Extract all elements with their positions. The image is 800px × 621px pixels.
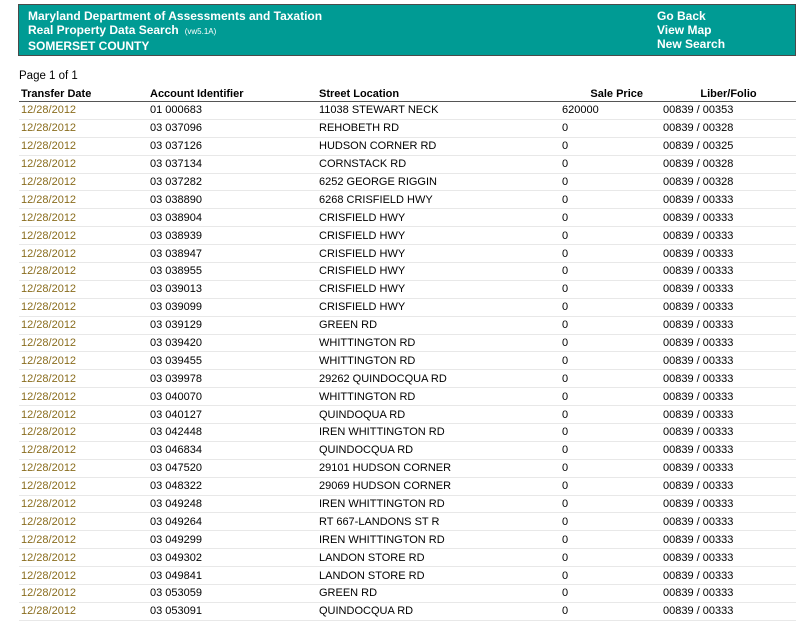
cell-street-location: WHITTINGTON RD: [317, 388, 560, 406]
cell-transfer-date: [19, 119, 148, 137]
table-row: [19, 370, 796, 388]
cell-liber-folio: 00839 / 00333: [661, 567, 796, 585]
transfer-date-link[interactable]: 12/28/2012: [21, 390, 77, 403]
header-links: [657, 9, 725, 51]
version-label: (vw5.1A): [184, 27, 217, 36]
table-row: [19, 406, 796, 424]
cell-street-location: HUDSON CORNER RD: [317, 137, 560, 155]
cell-account-identifier: 03 049302: [148, 549, 317, 567]
cell-transfer-date: [19, 549, 148, 567]
cell-account-identifier: 03 048322: [148, 477, 317, 495]
cell-street-location: LANDON STORE RD: [317, 549, 560, 567]
cell-sale-price: 0: [560, 495, 661, 513]
cell-account-identifier: 01 000683: [148, 102, 317, 120]
cell-sale-price: 0: [560, 441, 661, 459]
cell-sale-price: 0: [560, 334, 661, 352]
cell-transfer-date: [19, 531, 148, 549]
cell-account-identifier: 03 042448: [148, 424, 317, 442]
column-header-transfer-date: Transfer Date: [19, 86, 148, 102]
cell-sale-price: 0: [560, 280, 661, 298]
cell-sale-price: 0: [560, 173, 661, 191]
table-row: [19, 531, 796, 549]
cell-sale-price: 0: [560, 513, 661, 531]
transfer-date-link[interactable]: 12/28/2012: [21, 372, 77, 385]
transfer-date-link[interactable]: 12/28/2012: [21, 211, 77, 224]
cell-street-location: QUINDOCQUA RD: [317, 441, 560, 459]
cell-liber-folio: 00839 / 00333: [661, 298, 796, 316]
cell-liber-folio: 00839 / 00333: [661, 585, 796, 603]
cell-account-identifier: 03 049248: [148, 495, 317, 513]
table-row: [19, 245, 796, 263]
cell-transfer-date: [19, 263, 148, 281]
cell-liber-folio: 00839 / 00333: [661, 191, 796, 209]
cell-street-location: 29262 QUINDOCQUA RD: [317, 370, 560, 388]
cell-sale-price: 0: [560, 388, 661, 406]
transfer-date-link[interactable]: 12/28/2012: [21, 140, 77, 153]
transfer-date-link[interactable]: 12/28/2012: [21, 158, 77, 171]
transfer-date-link[interactable]: 12/28/2012: [21, 426, 77, 439]
cell-account-identifier: 03 038939: [148, 227, 317, 245]
cell-sale-price: 0: [560, 531, 661, 549]
transfer-date-link[interactable]: 12/28/2012: [21, 408, 77, 421]
table-row: [19, 316, 796, 334]
cell-transfer-date: [19, 227, 148, 245]
cell-liber-folio: 00839 / 00333: [661, 441, 796, 459]
cell-transfer-date: [19, 280, 148, 298]
cell-liber-folio: 00839 / 00333: [661, 406, 796, 424]
cell-account-identifier: 03 038890: [148, 191, 317, 209]
transfer-date-link[interactable]: 12/28/2012: [21, 498, 77, 511]
transfer-date-link[interactable]: 12/28/2012: [21, 444, 77, 457]
cell-liber-folio: 00839 / 00333: [661, 477, 796, 495]
cell-sale-price: 0: [560, 549, 661, 567]
new-search-link[interactable]: New Search: [657, 37, 726, 51]
transfer-date-link[interactable]: 12/28/2012: [21, 515, 77, 528]
table-row: [19, 459, 796, 477]
transfer-date-link[interactable]: 12/28/2012: [21, 301, 77, 314]
cell-sale-price: 0: [560, 370, 661, 388]
app-name: Real Property Data Search: [28, 23, 179, 37]
cell-sale-price: 0: [560, 602, 661, 620]
cell-transfer-date: [19, 209, 148, 227]
cell-liber-folio: 00839 / 00333: [661, 459, 796, 477]
cell-liber-folio: 00839 / 00325: [661, 137, 796, 155]
cell-sale-price: 0: [560, 567, 661, 585]
table-row: [19, 191, 796, 209]
column-header-sale-price: Sale Price: [560, 86, 661, 102]
cell-transfer-date: [19, 298, 148, 316]
cell-liber-folio: 00839 / 00333: [661, 370, 796, 388]
table-row: [19, 334, 796, 352]
cell-transfer-date: [19, 585, 148, 603]
view-map-link[interactable]: View Map: [657, 23, 712, 37]
cell-street-location: IREN WHITTINGTON RD: [317, 424, 560, 442]
transfer-date-link[interactable]: 12/28/2012: [21, 605, 77, 618]
transfer-date-link[interactable]: 12/28/2012: [21, 229, 77, 242]
table-row: [19, 567, 796, 585]
cell-account-identifier: 03 049841: [148, 567, 317, 585]
cell-account-identifier: 03 039978: [148, 370, 317, 388]
cell-liber-folio: 00839 / 00333: [661, 209, 796, 227]
cell-street-location: REHOBETH RD: [317, 119, 560, 137]
table-row: [19, 495, 796, 513]
cell-liber-folio: 00839 / 00333: [661, 549, 796, 567]
cell-liber-folio: 00839 / 00333: [661, 352, 796, 370]
cell-transfer-date: [19, 495, 148, 513]
cell-account-identifier: 03 049299: [148, 531, 317, 549]
table-row: [19, 102, 796, 120]
cell-street-location: 29101 HUDSON CORNER: [317, 459, 560, 477]
transfer-date-link[interactable]: 12/28/2012: [21, 462, 77, 475]
cell-transfer-date: [19, 173, 148, 191]
cell-transfer-date: [19, 477, 148, 495]
table-row: [19, 155, 796, 173]
cell-street-location: QUINDOCQUA RD: [317, 602, 560, 620]
table-row: [19, 388, 796, 406]
cell-sale-price: 0: [560, 352, 661, 370]
cell-account-identifier: 03 038904: [148, 209, 317, 227]
cell-sale-price: 0: [560, 191, 661, 209]
cell-liber-folio: 00839 / 00353: [661, 102, 796, 120]
table-row: [19, 477, 796, 495]
cell-liber-folio: 00839 / 00333: [661, 263, 796, 281]
cell-liber-folio: 00839 / 00333: [661, 531, 796, 549]
transfer-date-link[interactable]: 12/28/2012: [21, 104, 77, 117]
cell-transfer-date: [19, 352, 148, 370]
cell-sale-price: 0: [560, 263, 661, 281]
results-table: [19, 86, 796, 621]
cell-sale-price: 0: [560, 298, 661, 316]
cell-sale-price: 0: [560, 119, 661, 137]
cell-sale-price: 0: [560, 137, 661, 155]
table-row: [19, 549, 796, 567]
transfer-date-link[interactable]: 12/28/2012: [21, 265, 77, 278]
header-title-block: [28, 9, 322, 53]
transfer-date-link[interactable]: 12/28/2012: [21, 337, 77, 350]
cell-liber-folio: 00839 / 00333: [661, 424, 796, 442]
cell-transfer-date: [19, 388, 148, 406]
transfer-date-link[interactable]: 12/28/2012: [21, 551, 77, 564]
transfer-date-link[interactable]: 12/28/2012: [21, 569, 77, 582]
cell-liber-folio: 00839 / 00333: [661, 388, 796, 406]
table-row: [19, 263, 796, 281]
table-row: [19, 585, 796, 603]
cell-street-location: 6268 CRISFIELD HWY: [317, 191, 560, 209]
cell-transfer-date: [19, 316, 148, 334]
cell-sale-price: 0: [560, 406, 661, 424]
cell-account-identifier: 03 046834: [148, 441, 317, 459]
cell-account-identifier: 03 039013: [148, 280, 317, 298]
cell-street-location: IREN WHITTINGTON RD: [317, 495, 560, 513]
cell-street-location: 6252 GEORGE RIGGIN: [317, 173, 560, 191]
cell-street-location: CRISFIELD HWY: [317, 227, 560, 245]
cell-transfer-date: [19, 137, 148, 155]
cell-liber-folio: 00839 / 00333: [661, 495, 796, 513]
table-row: [19, 173, 796, 191]
column-header-street-location: Street Location: [317, 86, 560, 102]
cell-sale-price: 0: [560, 245, 661, 263]
cell-transfer-date: [19, 513, 148, 531]
cell-transfer-date: [19, 441, 148, 459]
cell-account-identifier: 03 053091: [148, 602, 317, 620]
cell-street-location: CRISFIELD HWY: [317, 245, 560, 263]
cell-sale-price: 0: [560, 424, 661, 442]
table-row: [19, 602, 796, 620]
cell-liber-folio: 00839 / 00333: [661, 280, 796, 298]
cell-street-location: LANDON STORE RD: [317, 567, 560, 585]
transfer-date-link[interactable]: 12/28/2012: [21, 176, 77, 188]
transfer-date-link[interactable]: 12/28/2012: [21, 122, 77, 135]
cell-transfer-date: [19, 424, 148, 442]
cell-liber-folio: 00839 / 00333: [661, 245, 796, 263]
table-row: [19, 441, 796, 459]
cell-account-identifier: 03 039420: [148, 334, 317, 352]
table-row: [19, 513, 796, 531]
cell-sale-price: 0: [560, 585, 661, 603]
cell-street-location: IREN WHITTINGTON RD: [317, 531, 560, 549]
cell-street-location: GREEN RD: [317, 585, 560, 603]
cell-sale-price: 620000: [560, 102, 661, 120]
cell-account-identifier: 03 039129: [148, 316, 317, 334]
table-row: [19, 119, 796, 137]
cell-liber-folio: 00839 / 00328: [661, 155, 796, 173]
cell-liber-folio: 00839 / 00333: [661, 513, 796, 531]
cell-street-location: QUINDOQUA RD: [317, 406, 560, 424]
cell-liber-folio: 00839 / 00328: [661, 119, 796, 137]
transfer-date-link[interactable]: 12/28/2012: [21, 587, 77, 600]
cell-sale-price: 0: [560, 227, 661, 245]
table-row: [19, 298, 796, 316]
cell-street-location: CRISFIELD HWY: [317, 280, 560, 298]
cell-sale-price: 0: [560, 316, 661, 334]
column-header-liber-folio: Liber/Folio: [661, 86, 796, 102]
cell-transfer-date: [19, 459, 148, 477]
table-row: [19, 352, 796, 370]
cell-liber-folio: 00839 / 00333: [661, 227, 796, 245]
cell-street-location: RT 667-LANDONS ST R: [317, 513, 560, 531]
cell-transfer-date: [19, 102, 148, 120]
column-header-account-identifier: Account Identifier: [148, 86, 317, 102]
table-row: [19, 280, 796, 298]
cell-account-identifier: 03 053059: [148, 585, 317, 603]
cell-account-identifier: 03 047520: [148, 459, 317, 477]
cell-account-identifier: 03 040070: [148, 388, 317, 406]
go-back-link[interactable]: Go Back: [657, 9, 706, 23]
cell-transfer-date: [19, 602, 148, 620]
county-name: SOMERSET COUNTY: [28, 39, 150, 53]
cell-street-location: CORNSTACK RD: [317, 155, 560, 173]
table-row: [19, 209, 796, 227]
cell-transfer-date: [19, 155, 148, 173]
cell-street-location: CRISFIELD HWY: [317, 298, 560, 316]
app-title: [28, 23, 322, 39]
cell-transfer-date: [19, 245, 148, 263]
cell-liber-folio: 00839 / 00333: [661, 334, 796, 352]
cell-sale-price: 0: [560, 209, 661, 227]
cell-account-identifier: 03 039455: [148, 352, 317, 370]
cell-sale-price: 0: [560, 459, 661, 477]
cell-street-location: GREEN RD: [317, 316, 560, 334]
transfer-date-link[interactable]: 12/28/2012: [21, 247, 77, 260]
cell-liber-folio: 00839 / 00328: [661, 173, 796, 191]
cell-transfer-date: [19, 370, 148, 388]
transfer-date-link[interactable]: 12/28/2012: [21, 283, 77, 296]
transfer-date-link[interactable]: 12/28/2012: [21, 319, 77, 332]
cell-transfer-date: [19, 406, 148, 424]
cell-street-location: CRISFIELD HWY: [317, 209, 560, 227]
cell-account-identifier: 03 049264: [148, 513, 317, 531]
cell-street-location: CRISFIELD HWY: [317, 263, 560, 281]
table-row: [19, 424, 796, 442]
transfer-date-link[interactable]: 12/28/2012: [21, 480, 77, 493]
cell-account-identifier: 03 037096: [148, 119, 317, 137]
table-row: [19, 137, 796, 155]
agency-title: Maryland Department of Assessments and Taxation: [28, 9, 323, 23]
cell-street-location: 29069 HUDSON CORNER: [317, 477, 560, 495]
cell-street-location: WHITTINGTON RD: [317, 334, 560, 352]
cell-liber-folio: 00839 / 00333: [661, 316, 796, 334]
cell-transfer-date: [19, 191, 148, 209]
cell-account-identifier: 03 037126: [148, 137, 317, 155]
cell-account-identifier: 03 038947: [148, 245, 317, 263]
header-banner: [18, 4, 796, 56]
cell-street-location: 11038 STEWART NECK: [317, 102, 560, 120]
cell-account-identifier: 03 037134: [148, 155, 317, 173]
page-indicator: Page 1 of 1: [19, 70, 78, 82]
cell-sale-price: 0: [560, 155, 661, 173]
transfer-date-link[interactable]: 12/28/2012: [21, 533, 77, 546]
table-body: [19, 102, 796, 621]
cell-sale-price: 0: [560, 477, 661, 495]
cell-transfer-date: [19, 334, 148, 352]
cell-account-identifier: 03 039099: [148, 298, 317, 316]
table-row: [19, 227, 796, 245]
transfer-date-link[interactable]: 12/28/2012: [21, 354, 77, 367]
transfer-date-link[interactable]: 12/28/2012: [21, 193, 77, 206]
cell-street-location: WHITTINGTON RD: [317, 352, 560, 370]
cell-transfer-date: [19, 567, 148, 585]
cell-account-identifier: 03 038955: [148, 263, 317, 281]
table-header-row: [19, 86, 796, 102]
cell-liber-folio: 00839 / 00333: [661, 602, 796, 620]
cell-account-identifier: 03 037282: [148, 173, 317, 191]
cell-account-identifier: 03 040127: [148, 406, 317, 424]
